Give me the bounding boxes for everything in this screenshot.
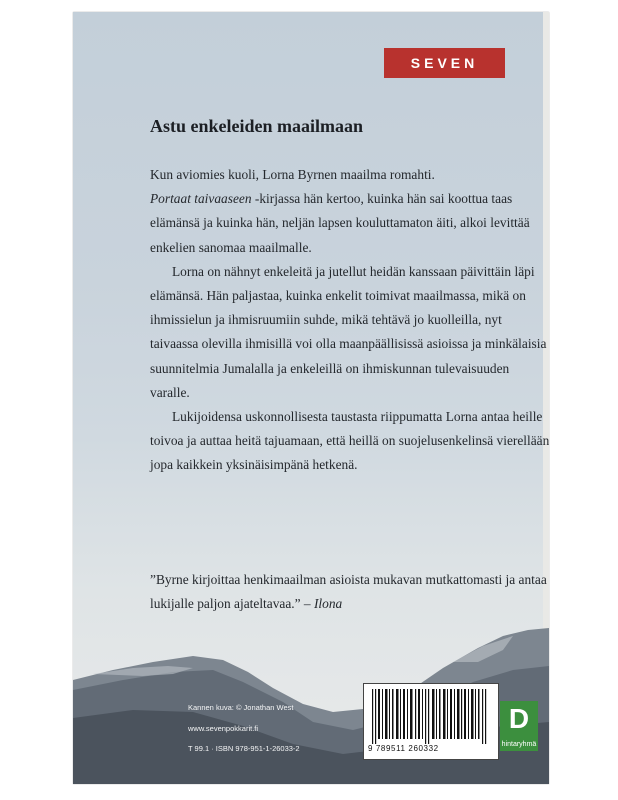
review-quote (150, 568, 549, 616)
paragraph-1-line-2: -kirjassa hän kertoo, kuinka hän sai (251, 191, 445, 207)
retailer-logo-text: hintaryhmä (501, 741, 537, 748)
book-title-italic: Portaat taivaaseen (150, 191, 252, 207)
quote-text: ”Byrne kirjoittaa henkimaailman asioista mukavan mutkattomasti ja antaa lukijalle paljon ajateltavaa.” – (150, 572, 547, 612)
isbn-line: T 99.1 · ISBN 978-951-1-26033-2 (188, 744, 300, 753)
cover-photo-credit: Kannen kuva: © Jonathan West (188, 703, 294, 712)
blurb-paragraph-2: Lorna on nähnyt enkeleitä ja jutellut heidän kanssaan päivittäin läpi elämänsä. Hän paljastaa, kuinka enkelit toimivat maailmassa, mikä on ihmissielun ja ihmisruumiin suhde, mikä tehtävä jo kuolleilla, nyt taivaassa olevilla ihmisillä voi olla maanpäällisissä asioissa ja minkälaisia suunnitelmia Jumalalla ja enkeleillä on ihmiskunnan tulevaisuuden varalle. (150, 263, 547, 400)
blurb-paragraph-1 (150, 163, 549, 260)
barcode-bars (370, 689, 490, 744)
barcode (363, 683, 499, 760)
ean-number: 9 789511 260332 (368, 744, 439, 753)
retailer-logo (500, 701, 538, 751)
blurb-paragraph-3: Lukijoidensa uskonnollisesta taustasta riippumatta Lorna antaa heille toivoa ja auttaa heitä tajuamaan, että heillä on suojelusenkelinsä vierellään jopa kaikkein yksinäisimpänä hetkenä. (150, 409, 549, 473)
blurb-body (150, 163, 549, 478)
paragraph-1-rest: koottua taas elämänsä ja kuinka hän, neljän lapsen kouluttamaton äiti, alkoi levittää enkelien sanomaa maailmalle. (150, 191, 530, 255)
paragraph-1-line-1: Kun aviomies kuoli, Lorna Byrnen maailma romahti. (150, 167, 435, 182)
retailer-logo-letter: D (508, 703, 530, 734)
blurb-title: Astu enkeleiden maailmaan (150, 116, 364, 136)
quote-source: Ilona (313, 596, 343, 612)
book-back-cover (73, 12, 549, 784)
publisher-logo: SEVEN (384, 48, 505, 78)
publisher-website[interactable]: www.sevenpokkarit.fi (188, 724, 259, 733)
